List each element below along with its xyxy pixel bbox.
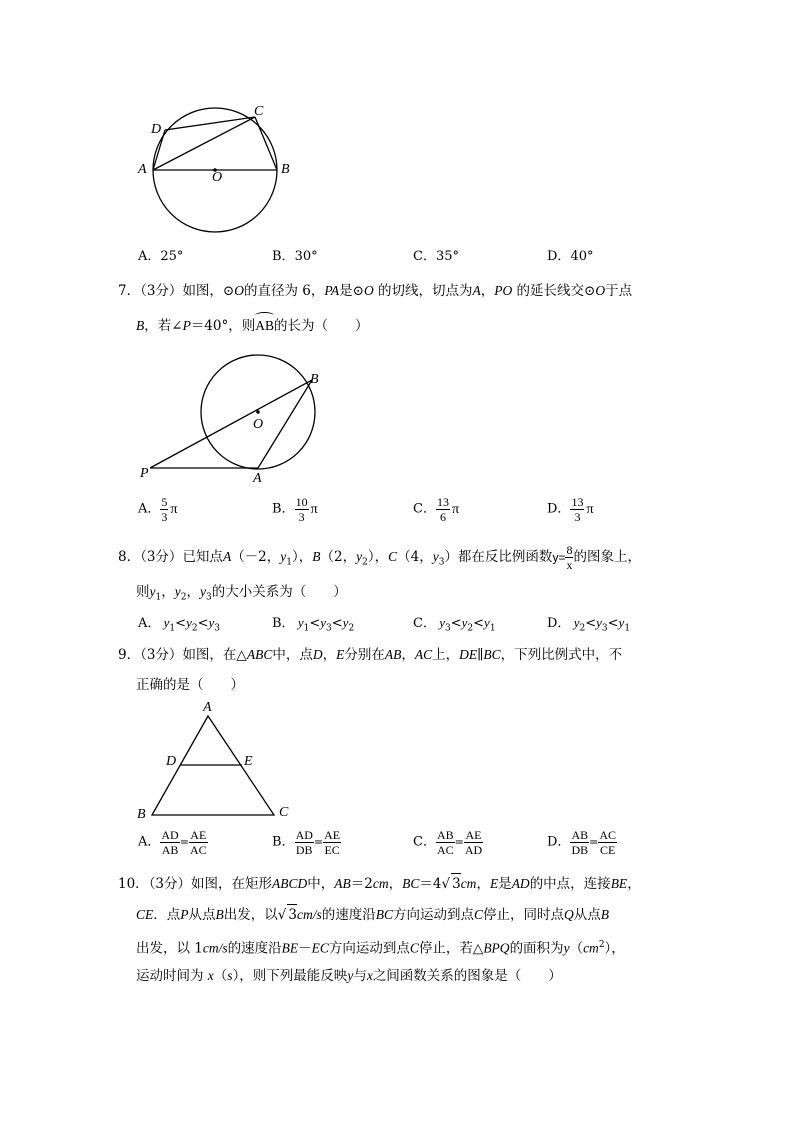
- q6-label-A: A: [138, 162, 147, 177]
- q9-label-E: E: [244, 754, 253, 769]
- q9-label-D: D: [166, 754, 177, 769]
- q10-stem-line4: 运动时间为 x（s），则下列最能反映y与x之间函数关系的图象是（ ）: [136, 968, 562, 984]
- q9-triangle-figure: [140, 708, 290, 818]
- q9-label-B: B: [137, 807, 146, 822]
- q7-label-O: O: [253, 417, 264, 432]
- q10-stem-line2: CE．点P从点B出发，以√ 3cm/s的速度沿BC方向运动到点C停止，同时点Q从点B: [136, 904, 609, 925]
- q9-option-a[interactable]: A． $\frac{AD}{AB}$ = $\frac{AE}{AC}$: [138, 828, 207, 857]
- q9-label-A: A: [203, 700, 212, 715]
- arc-ab: AB: [255, 316, 274, 336]
- q9-label-C: C: [279, 805, 289, 820]
- q8-function-fraction: $\frac{8}{x}$: [566, 543, 573, 572]
- q9-stem-line2: 正确的是（ ）: [136, 677, 244, 693]
- q7-b-fraction: $\frac{10}{3}$: [295, 495, 308, 524]
- q7-c-fraction: $\frac{13}{6}$: [436, 495, 449, 524]
- q7-label-A: A: [253, 471, 262, 486]
- q7-stem-line2: B，若∠P＝40°，则AB的长为（ ）: [136, 318, 369, 334]
- q7-option-b[interactable]: B． $\frac{10}{3}$ π: [272, 495, 318, 524]
- q7-option-d[interactable]: D． $\frac{13}{3}$ π: [547, 495, 594, 524]
- q8-option-a[interactable]: A． $y_1<y_2<y_3$: [138, 615, 220, 634]
- q7-option-c[interactable]: C． $\frac{13}{6}$ π: [413, 495, 460, 524]
- q7-option-a[interactable]: A． $\frac{5}{3}$ π: [138, 495, 178, 524]
- q10-stem-line1: 10．（3分）如图，在矩形ABCD中，AB＝2cm，BC＝4√ 3cm，E是AD的中点，连接BE，: [118, 873, 641, 894]
- q8-stem-line2: 则$y_1$，$y_2$，$y_3$的大小关系为（ ）: [136, 584, 347, 603]
- q6-label-O: O: [212, 170, 223, 185]
- q7-tangent-figure: [140, 350, 330, 475]
- q6-label-B: B: [281, 162, 290, 177]
- q8-option-c[interactable]: C． $y_3<y_2<y_1$: [413, 615, 496, 634]
- q9-option-c[interactable]: C． $\frac{AB}{AC}$ = $\frac{AE}{AD}$: [413, 828, 483, 857]
- q7-stem-line1: 7．（3分）如图，⊙O的直径为 6，PA是⊙O 的切线，切点为A，PO 的延长线交⊙O于点: [118, 283, 633, 299]
- q10-stem-line3: 出发，以 1cm/s的速度沿BE－EC方向运动到点C停止，若△BPQ的面积为$y(cm^2)$，: [136, 940, 625, 957]
- q8-option-b[interactable]: B． $y_1<y_3<y_2$: [272, 615, 355, 634]
- q6-option-a[interactable]: A．25°: [138, 249, 184, 264]
- q8-stem-line1: 8．（3分）已知点A（－2，$y_1$），B（2，$y_2$），C（4，$y_3$）都在反比例函数y= $\frac{8}{x}$ 的图象上，: [118, 543, 641, 572]
- q6-option-d[interactable]: D．40°: [547, 249, 594, 264]
- q7-label-B: B: [310, 372, 319, 387]
- q9-option-b[interactable]: B． $\frac{AD}{DB}$ = $\frac{AE}{EC}$: [272, 828, 341, 857]
- q6-option-c[interactable]: C．35°: [413, 249, 459, 264]
- q8-option-d[interactable]: D． $y_2<y_3<y_1$: [547, 615, 631, 634]
- q6-label-D: D: [151, 122, 162, 137]
- q7-label-P: P: [140, 466, 149, 481]
- q7-d-fraction: $\frac{13}{3}$: [571, 495, 584, 524]
- q7-a-fraction: $\frac{5}{3}$: [161, 495, 168, 524]
- q9-stem-line1: 9．（3分）如图，在△ABC中，点D，E分别在AB，AC上，DE∥BC，下列比例式中，不: [118, 647, 623, 663]
- q9-option-d[interactable]: D． $\frac{AB}{DB}$ = $\frac{AC}{CE}$: [547, 828, 616, 857]
- q6-option-b[interactable]: B．30°: [272, 249, 318, 264]
- q6-label-C: C: [254, 104, 264, 119]
